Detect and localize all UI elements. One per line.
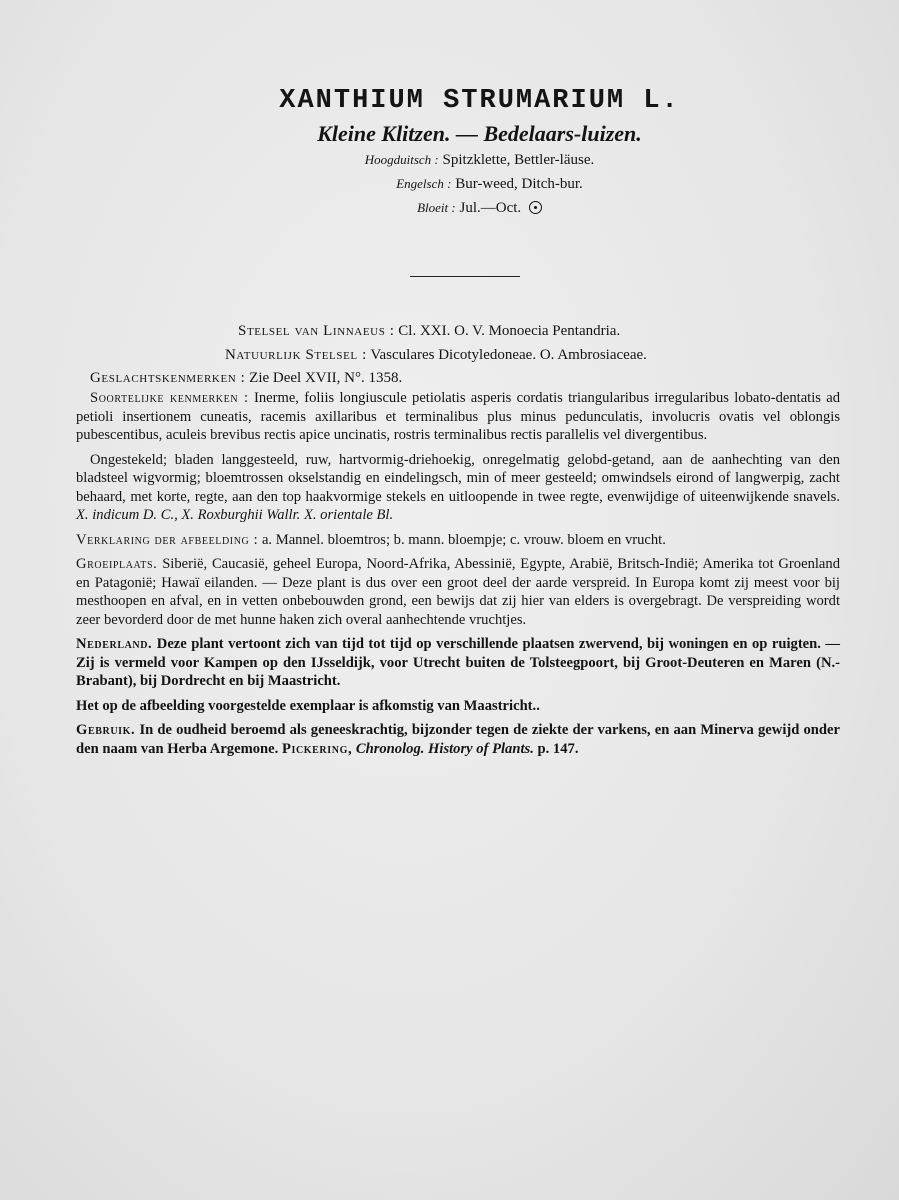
genus-characters-value: Zie Deel XVII, N°. 1358. [249,370,403,386]
genus-characters-label: Geslachtskenmerken : [90,370,246,386]
linnaeus-label: Stelsel van Linnaeus : [238,323,395,339]
bloom-label: Bloeit : [417,200,456,215]
bloom-period [60,196,899,220]
usage-paragraph [76,721,840,758]
specimen-origin-paragraph [76,697,840,716]
annual-symbol-icon [529,201,542,214]
species-title: XANTHIUM STRUMARIUM L. [279,86,680,116]
species-characters-label: Soortelijke kenmerken : [90,390,249,406]
genus-characters-line [90,368,402,388]
species-characters-paragraph [76,389,840,445]
linnaeus-value: Cl. XXI. O. V. Monoecia Pentandria. [398,323,621,339]
species-characters-text: Inerme, foliis longiuscule petiolatis asperis cordatis triangularibus irregularibus lobato-dentatis ad petioli insertionem cuneatis, racemis axillaribus et terminalibus plus minus pedunculatis, involucris ovatis vel oblongis pubescentibus, aculeis brevibus rectis apice uncinatis, rostris terminalibus rectis parallelis vel divergentibus. [76,390,841,443]
synonyms: X. indicum D. C., X. Roxburghii Wallr. X. orientale Bl. [76,507,394,523]
natural-system-label: Natuurlijk Stelsel : [225,347,367,363]
figure-explanation-paragraph [76,531,840,550]
linnaeus-system-line [238,321,620,341]
netherlands-paragraph [76,635,840,691]
habitat-paragraph [76,555,840,629]
natural-system-line [225,345,647,365]
netherlands-label: Nederland. [76,636,153,652]
natural-system-value: Vasculares Dicotyledoneae. O. Ambrosiaceae. [370,347,647,363]
habitat-label: Groeiplaats. [76,556,158,572]
habitat-text: Siberië, Caucasië, geheel Europa, Noord-Afrika, Abessinië, Egypte, Arabië, Britsch-Indië; Amerika tot Groenland en Patagonië; Hawaï eilanden. — Deze plant is dus over een groot deel der aarde verspreid. In Europa komt zij meest voor bij mesthoopen en afval, en in vetten onbebouwden grond, een bewijs dat zij hier van elders is overgebragt. De verspreiding wordt zeer bevorderd door de met hunne haken zich overal aanhechtende vruchtjes. [76,556,840,628]
bloom-value: Jul.—Oct. [459,200,522,216]
description-body [76,389,840,764]
english-names [80,172,899,196]
common-name-subtitle: Kleine Klitzen. — Bedelaars-luizen. [317,121,642,146]
german-names [60,148,899,172]
usage-text: In de oudheid beroemd als geneeskrachtig, bijzonder tegen de ziekte der varkens, en aan Minerva gewijd onder den naam van Herba Argemone. [76,722,840,757]
german-value: Spitzklette, Bettler-läuse. [442,152,595,168]
german-label: Hoogduitsch : [364,152,439,167]
english-value: Bur-weed, Ditch-bur. [455,176,583,192]
usage-label: Gebruik. [76,722,136,738]
author-reference: Pickering, [281,740,353,757]
specimen-origin-text: Het op de afbeelding voorgestelde exemplaar is afkomstig van Maastricht.. [76,697,540,714]
figure-explanation-text: a. Mannel. bloemtros; b. mann. bloempje; c. vrouw. bloem en vrucht. [261,531,666,548]
dutch-description-paragraph [76,451,840,525]
dutch-description-text: Ongestekeld; bladen langgesteeld, ruw, hartvormig-driehoekig, onregelmatig gelobd-getand, aan de aanhechting van den bladsteel wigvormig; bloemtrossen okselstandig en eindelingsch, min of meer gesteeld; omwindsels eirond of langwerpig, zacht behaard, met korte, regte, aan den top haakvormige stekels en uitloopende in twee regte, evenwijdige of uiteenwijkende snavels. [76,451,840,505]
netherlands-section [76,635,840,758]
page-header [0,84,899,220]
netherlands-text: Deze plant vertoont zich van tijd tot tijd op verschillende plaatsen zwervend, bij woningen en op ruigten. — Zij is vermeld voor Kampen op den IJsseldijk, voor Utrecht buiten de Tolsteegpoort, bij Groot-Deuteren en Maren (N.-Brabant), bij Dordrecht en bij Maastricht. [76,636,840,689]
page-reference: p. 147. [537,740,579,757]
figure-explanation-label: Verklaring der afbeelding : [76,531,259,548]
work-reference: Chronolog. History of Plants. [355,740,534,757]
header-divider [410,276,520,277]
english-label: Engelsch : [396,176,452,191]
